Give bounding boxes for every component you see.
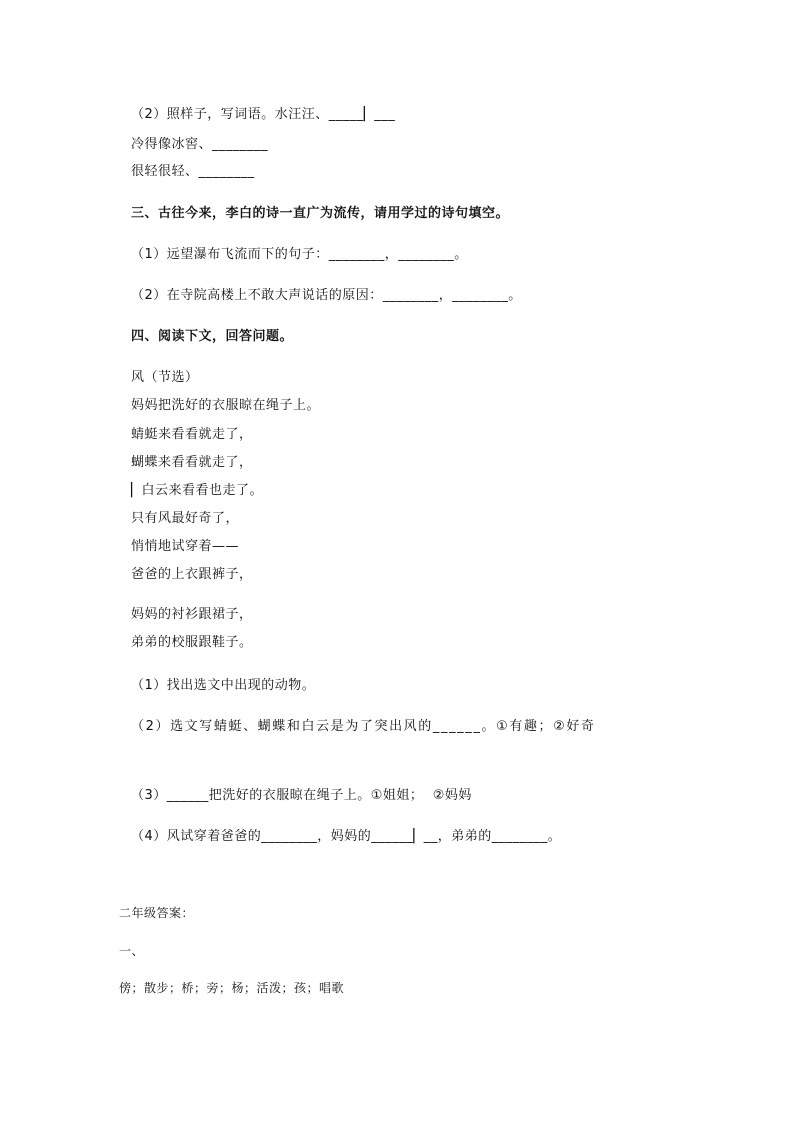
poem-line: 悄悄地试穿着—— <box>131 539 240 554</box>
poem-line: 妈妈的衬衫跟裙子， <box>131 607 253 622</box>
poem-line: 蜻蜓来看看就走了， <box>131 427 253 442</box>
poem-line: 妈妈把洗好的衣服晾在绳子上。 <box>131 398 321 413</box>
q2-imitate-line-1: （2）照样子，写词语。水汪汪、_____▏___ <box>131 107 396 122</box>
poem-line: 爸爸的上衣跟裤子， <box>131 567 253 582</box>
section-4-question-3: （3）______把洗好的衣服晾在绳子上。①姐姐； ②妈妈 <box>131 788 472 803</box>
answer-title: 二年级答案： <box>119 906 195 920</box>
poem-title: 风（节选） <box>131 370 199 385</box>
section-4-heading: 四、阅读下文，回答问题。 <box>131 329 294 344</box>
section-3-question-2: （2）在寺院高楼上不敢大声说话的原因：________，________。 <box>131 288 522 303</box>
answer-section-1-line: 傍；散步；桥；旁；杨；活泼；孩；唱歌 <box>119 981 345 995</box>
section-4-question-4: （4）风试穿着爸爸的________，妈妈的______▏__，弟弟的________。 <box>131 829 562 844</box>
answer-section-1-label: 一、 <box>119 944 145 958</box>
section-3-heading: 三、古往今来，李白的诗一直广为流传，请用学过的诗句填空。 <box>131 206 510 221</box>
section-3-question-1: （1）远望瀑布飞流而下的句子：________，________。 <box>131 247 468 262</box>
q2-imitate-line-3: 很轻很轻、________ <box>131 164 255 179</box>
poem-line: 蝴蝶来看看就走了， <box>131 455 253 470</box>
poem-line: ▏白云来看看也走了。 <box>131 483 263 498</box>
poem-line: 弟弟的校服跟鞋子。 <box>131 635 253 650</box>
section-4-question-1: （1）找出选文中出现的动物。 <box>131 678 316 693</box>
section-4-question-2: （2）选文写蜻蜓、蝴蝶和白云是为了突出风的______。①有趣；②好奇 <box>131 719 596 734</box>
q2-imitate-line-2: 冷得像冰窖、________ <box>131 137 269 152</box>
poem-line: 只有风最好奇了， <box>131 511 240 526</box>
